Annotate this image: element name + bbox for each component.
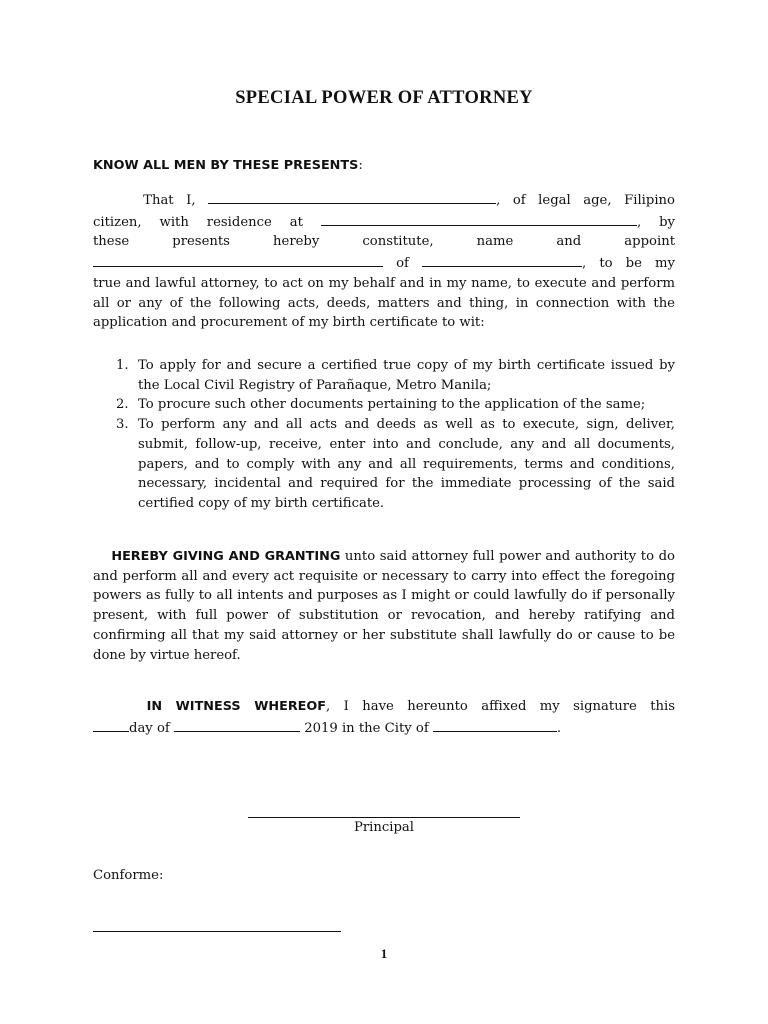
- salutation-colon: :: [358, 158, 363, 173]
- attorney-address-blank: [422, 252, 582, 267]
- list-item: [93, 415, 675, 514]
- month-blank: [174, 717, 300, 732]
- day-blank: [93, 717, 129, 732]
- intro-that-i: That I,: [143, 193, 196, 208]
- intro-line-3: these presents hereby constitute, name and appoint: [93, 234, 675, 250]
- witness-text: , I have hereunto affixed my signature this: [326, 699, 675, 714]
- principal-label: Principal: [353, 820, 414, 835]
- witness-bold: IN WITNESS WHEREOF: [146, 699, 327, 714]
- intro-of: of: [396, 256, 409, 272]
- document-title: SPECIAL POWER OF ATTORNEY: [235, 88, 533, 108]
- witness-paragraph: [93, 697, 675, 738]
- intro-body: true and lawful attorney, to act on my behalf and in my name, to execute and perform all or any of the following acts, deeds, matters and thing, in connection with the application and procurement of my birth certificate to wit:: [93, 275, 675, 331]
- intro-residence: citizen, with residence at: [93, 214, 303, 230]
- intro-legal-age: , of legal age, Filipino: [496, 193, 675, 208]
- intro-line-4: [93, 252, 675, 274]
- intro-line-2: [93, 211, 675, 233]
- attorney-name-blank: [93, 252, 383, 267]
- list-item-text: To procure such other documents pertaining to the application of the same;: [138, 397, 646, 413]
- witness-day-of: day of: [129, 720, 170, 736]
- list-item-number: 3.: [116, 417, 129, 433]
- witness-line-2: [93, 717, 675, 739]
- intro-by: , by: [636, 214, 675, 230]
- acts-list: [93, 356, 675, 514]
- conforme-label: Conforme:: [93, 868, 164, 883]
- page-number: 1: [380, 946, 388, 961]
- witness-line-1: [93, 697, 675, 717]
- residence-blank: [321, 211, 637, 226]
- intro-paragraph: [93, 189, 675, 333]
- list-item: [93, 356, 675, 395]
- intro-line-1: [93, 189, 675, 211]
- list-item-number: 2.: [116, 397, 129, 413]
- witness-year-city: 2019 in the City of: [304, 720, 429, 736]
- granting-text: unto said attorney full power and authority to do and perform all and every act requisite or necessary to carry into effect the foregoing powers as fully to all intents and purposes as I might or could lawfully do if personally present, with full power of substitution or revocation, and hereby ratifying and confirming all that my said attorney or her substitute shall lawfully do or cause to be done by virtue hereof.: [93, 549, 675, 663]
- list-item-text: To apply for and secure a certified true copy of my birth certificate issued by the Local Civil Registry of Parañaque, Metro Manila;: [138, 358, 675, 393]
- salutation: [93, 156, 675, 176]
- principal-signature-line: [248, 817, 520, 818]
- granting-bold: HEREBY GIVING AND GRANTING: [111, 549, 341, 564]
- conforme-signature-line: [93, 931, 341, 932]
- witness-end: .: [556, 720, 562, 736]
- granting-paragraph: [93, 547, 675, 665]
- list-item-text: To perform any and all acts and deeds as well as to execute, sign, deliver, submit, follow-up, receive, enter into and conclude, any and all documents, papers, and to comply with any and all requirements, terms and conditions, necessary, incidental and required for the immediate processing of the said certified copy of my birth certificate.: [138, 417, 675, 511]
- salutation-text: KNOW ALL MEN BY THESE PRESENTS: [93, 158, 359, 173]
- list-item-number: 1.: [116, 358, 129, 373]
- city-blank: [433, 717, 557, 732]
- name-blank: [208, 189, 496, 204]
- intro-to-be-my: , to be my: [582, 256, 675, 272]
- list-item: [93, 395, 675, 415]
